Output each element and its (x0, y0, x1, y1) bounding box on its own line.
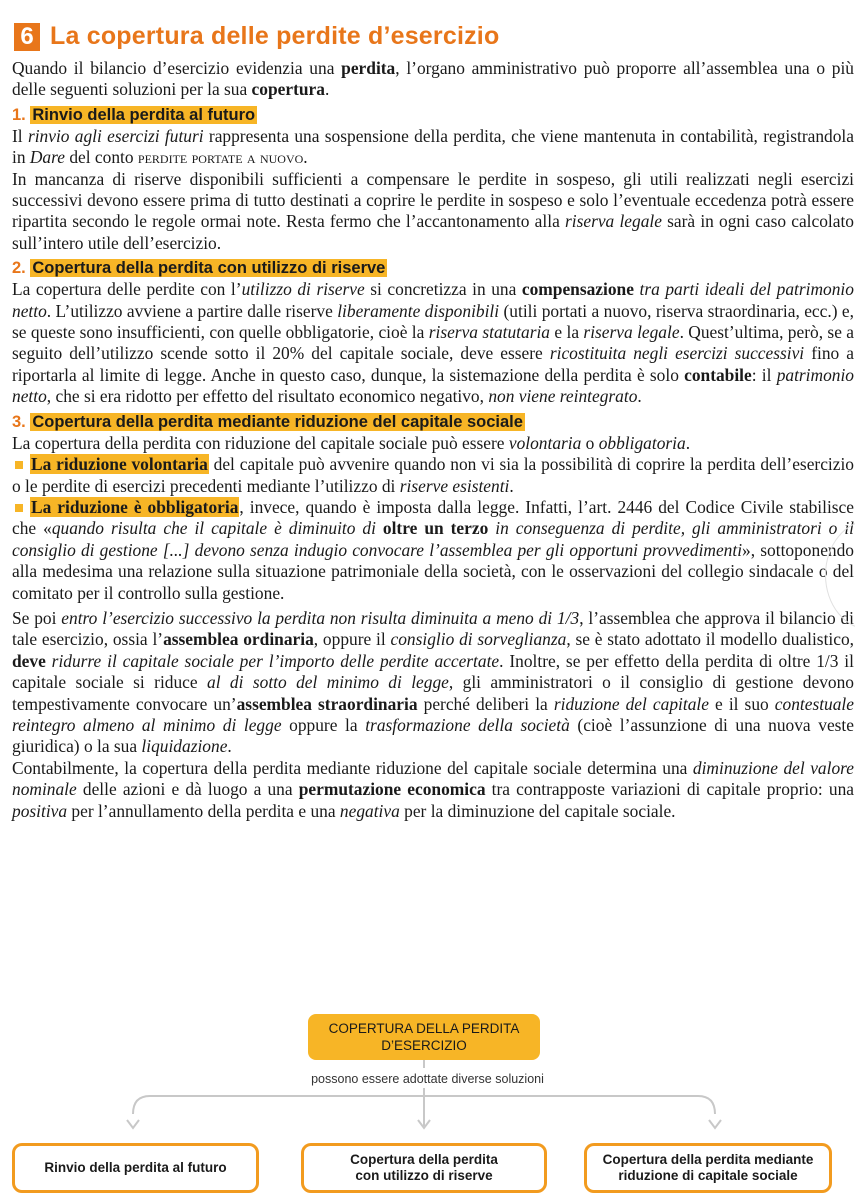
bullet-voluntary-reduction: La riduzione volontaria del capitale può avvenire quando non vi sia la possibilità di coprire la perdita dell’esercizio o le perdite di esercizi precedenti mediante l’utilizzo di riserve esistenti. (12, 454, 854, 496)
diagram-root-box: COPERTURA DELLA PERDITA D’ESERCIZIO (308, 1014, 540, 1060)
subsection-2-paragraph: La copertura delle perdite con l’utilizzo di riserve si concretizza in una compensazione tra parti ideali del patrimonio netto. L’utilizzo avviene a partire dalle riserve liberamente disponibili (utili portati a nuovo, riserva straordinaria, ecc.) e, se queste sono insufficienti, con quelle obbligatorie, cioè la riserva statutaria e la riserva legale. Quest’ultima, però, se a seguito dell’utilizzo scende sotto il 20% del capitale sociale, deve essere ricostituita negli esercizi successivi fino a riportarla al limite di legge. Anche in questo caso, dunque, la sistemazione della perdita è solo contabile: il patrimonio netto, che si era ridotto per effetto del risultato economico negativo, non viene reintegrato. (12, 279, 855, 407)
intro-paragraph: Quando il bilancio d’esercizio evidenzia una perdita, l’organo amministrativo può proporre all’assemblea una o più delle seguenti soluzioni per la sua copertura. (12, 58, 854, 100)
diagram-node-postpone: Rinvio della perdita al futuro (12, 1143, 259, 1193)
concept-diagram (0, 1010, 855, 1199)
subsection-3-paragraph-3: Contabilmente, la copertura della perdita mediante riduzione del capitale sociale determina una diminuzione del valore nominale delle azioni e dà luogo a una permutazione economica tra contrapposte variazioni di capitale proprio: una positiva per l’annullamento della perdita e una negativa per la diminuzione del capitale sociale. (12, 757, 854, 821)
subsection-3-paragraph-1: La copertura della perdita con riduzione del capitale sociale può essere volontaria o obbligatoria. (12, 432, 691, 453)
subsection-3-heading: 3. Copertura della perdita mediante riduzione del capitale sociale (12, 412, 523, 431)
bullet-mandatory-reduction: La riduzione è obbligatoria, invece, quando è imposta dalla legge. Infatti, l’art. 2446 del Codice Civile stabilisce che «quando risulta che il capitale è diminuito di oltre un terzo in conseguenza di perdite, gli amministratori o il consiglio di gestione [...] devono senza indugio convocare l’assemblea per gli opportuni provvedimenti», sottoponendo alla medesima una relazione sulla situazione patrimoniale della società, con le osservazioni del collegio sindacale o del comitato per il controllo sulla gestione. (12, 496, 855, 603)
section-heading (14, 22, 499, 51)
subsection-2-heading: 2. Copertura della perdita con utilizzo di riserve (12, 259, 386, 278)
section-number: 6 (14, 23, 40, 51)
section-title: La copertura delle perdite d’esercizio (50, 22, 500, 50)
diagram-connector-label: possono essere adottate diverse soluzioni (311, 1072, 544, 1086)
body-text (12, 58, 854, 822)
subsection-3-paragraph-2: Se poi entro l’esercizio successivo la perdita non risulta diminuita a meno di 1/3, l’assemblea che approva il bilancio di tale esercizio, ossia l’assemblea ordinaria, oppure il consiglio di sorveglianza, se è stato adottato il modello dualistico, deve ridurre il capitale sociale per l’importo delle perdite accertate. Inoltre, se per effetto della perdita di oltre 1/3 il capitale sociale si riduce al di sotto del minimo di legge, gli amministratori o il consiglio di gestione devono tempestivamente convocare un’assemblea straordinaria perché deliberi la riduzione del capitale e il suo contestuale reintegro almeno al minimo di legge oppure la trasformazione della società (cioè l’assunzione di una nuova veste giuridica) o la sua liquidazione. (12, 607, 855, 757)
diagram-node-reserves: Copertura della perdita con utilizzo di riserve (301, 1143, 547, 1193)
subsection-1-paragraph-2: In mancanza di riserve disponibili sufficienti a compensare le perdite in sospeso, gli utili realizzati negli esercizi successivi devono essere prima di tutto destinati a coprire le perdite in sospeso e solo l’eventuale eccedenza potrà essere ripartita secondo le regole ormai note. Resta fermo che l’accantonamento alla riserva legale sarà in ogni caso calcolato sull’intero utile dell’esercizio. (12, 168, 854, 253)
arrow-left-icon (127, 1120, 139, 1128)
arrow-right-icon (709, 1120, 721, 1128)
subsection-1-heading: 1. Rinvio della perdita al futuro (12, 105, 256, 124)
bullet-marker (15, 504, 23, 512)
bullet-marker (15, 461, 23, 469)
subsection-1-paragraph-1: Il rinvio agli esercizi futuri rappresenta una sospensione della perdita, che viene mantenuta in contabilità, registrandola in Dare del conto perdite portate a nuovo. (12, 125, 854, 168)
diagram-node-capital-reduction: Copertura della perdita mediante riduzione di capitale sociale (584, 1143, 832, 1193)
